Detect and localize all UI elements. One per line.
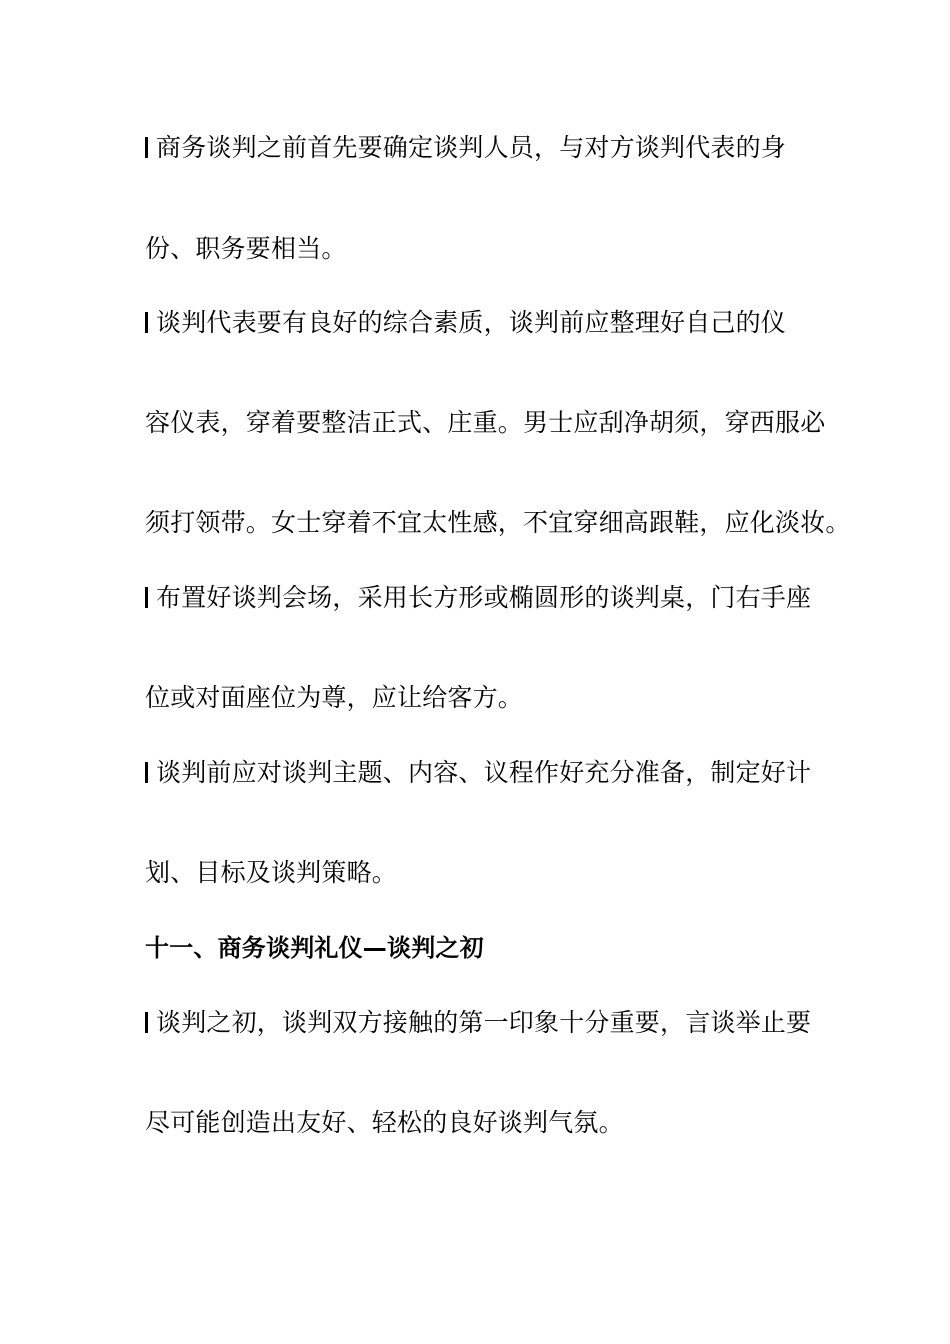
paragraph-text: 布置好谈判会场，采用长方形或椭圆形的谈判桌，门右手座 [156, 583, 812, 612]
paragraph-4-line-2: 划、目标及谈判策略。 [145, 858, 398, 887]
paragraph-2-line-2: 容仪表，穿着要整洁正式、庄重。男士应刮净胡须，穿西服必 [145, 408, 826, 437]
paragraph-text: 谈判前应对谈判主题、内容、议程作好充分准备，制定好计 [156, 758, 812, 787]
section-heading: 十一、商务谈判礼仪—谈判之初 [145, 934, 484, 962]
bullet-marker [145, 587, 148, 608]
paragraph-3-line-2: 位或对面座位为尊，应让给客方。 [145, 683, 524, 712]
paragraph-3-line-1 [145, 583, 835, 613]
paragraph-2-line-3: 须打领带。女士穿着不宜太性感，不宜穿细高跟鞋，应化淡妆。 [145, 508, 851, 537]
paragraph-1-line-1 [145, 133, 835, 163]
paragraph-text: 谈判之初，谈判双方接触的第一印象十分重要，言谈举止要 [156, 1008, 812, 1037]
paragraph-4-line-1 [145, 758, 835, 788]
paragraph-text: 商务谈判之前首先要确定谈判人员，与对方谈判代表的身 [156, 133, 787, 162]
paragraph-1-line-2: 份、职务要相当。 [145, 234, 347, 263]
paragraph-5-line-2: 尽可能创造出友好、轻松的良好谈判气氛。 [145, 1108, 624, 1137]
paragraph-5-line-1 [145, 1008, 835, 1038]
bullet-marker [145, 312, 148, 333]
bullet-marker [145, 1012, 148, 1033]
bullet-marker [145, 137, 148, 158]
bullet-marker [145, 762, 148, 783]
paragraph-2-line-1 [145, 308, 835, 338]
paragraph-text: 谈判代表要有良好的综合素质，谈判前应整理好自己的仪 [156, 308, 787, 337]
